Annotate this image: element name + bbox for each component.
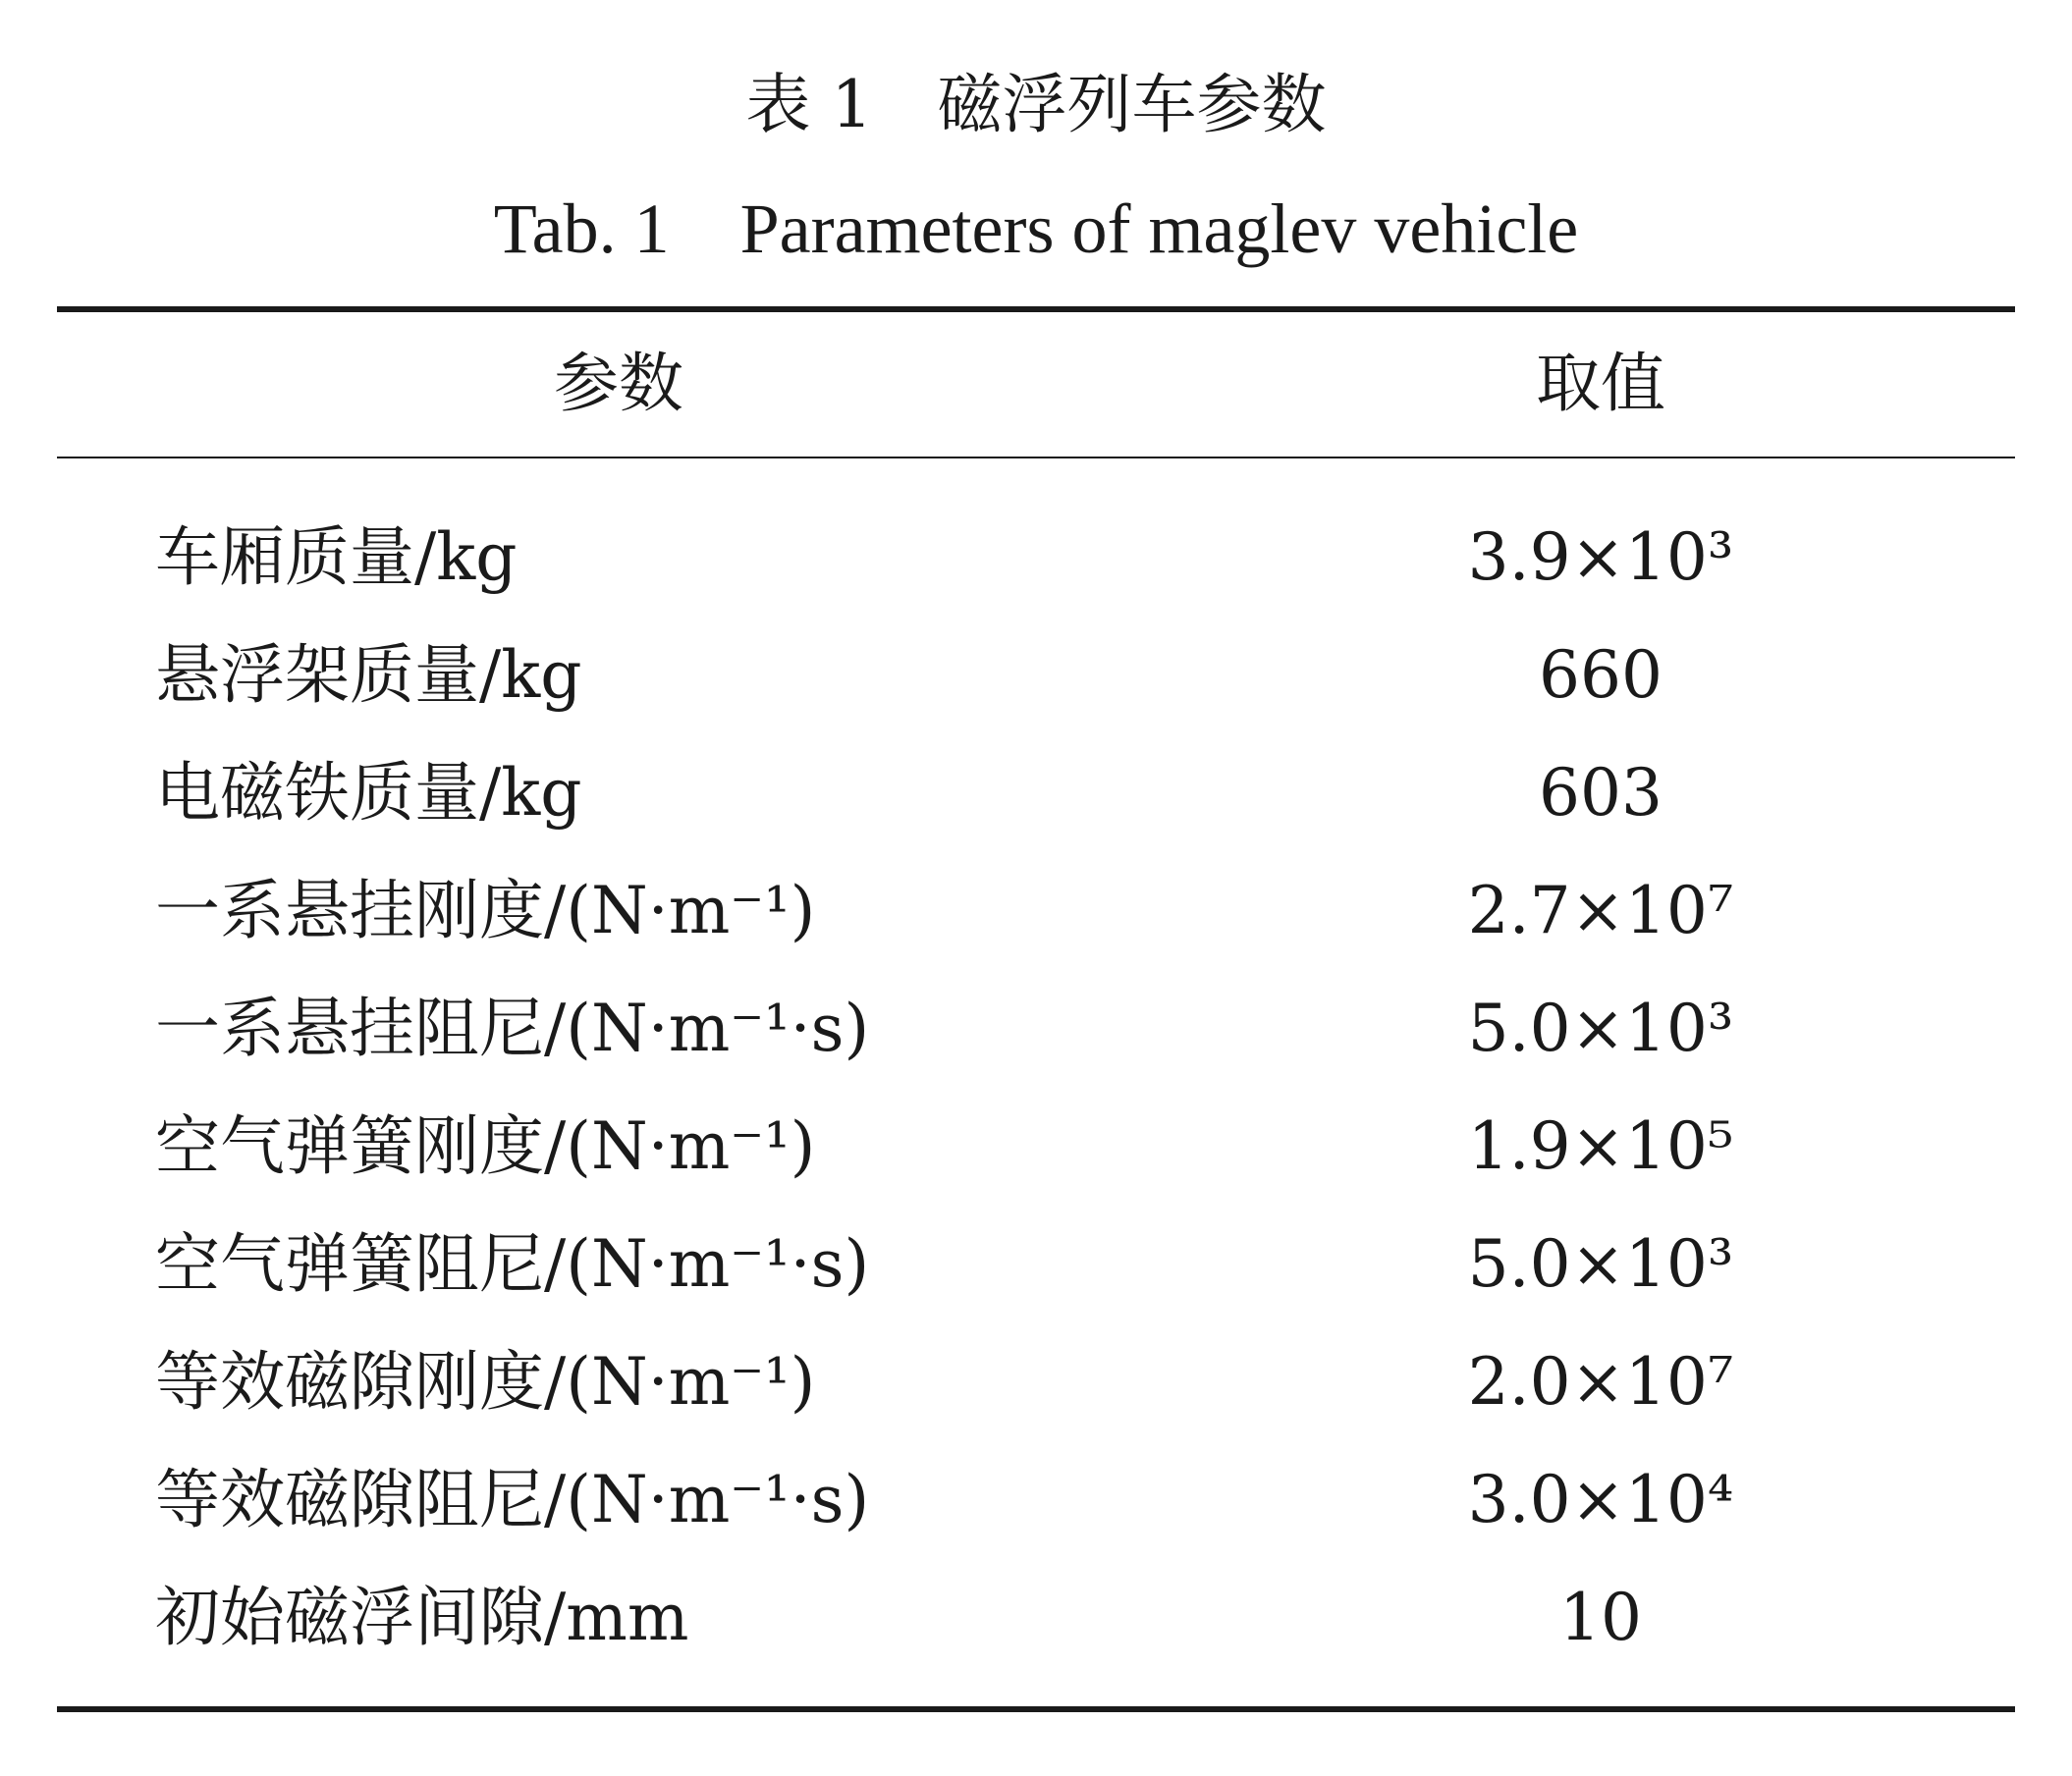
- value-cell: 10: [1559, 1580, 1642, 1655]
- value-cell: 660: [1539, 637, 1663, 713]
- table-row: [0, 1088, 2072, 1206]
- value-cell: 5.0×10³: [1467, 991, 1734, 1066]
- table-row: [0, 499, 2072, 617]
- table-row: [0, 970, 2072, 1088]
- table-row: [0, 1323, 2072, 1441]
- parameter-cell: 一系悬挂刚度/(N·m⁻¹): [155, 873, 816, 948]
- header-rule: [57, 457, 2015, 458]
- column-header-value: 取值: [1536, 346, 1665, 421]
- table-caption-cn: 表 1 磁浮列车参数: [745, 67, 1327, 142]
- table-row: [0, 617, 2072, 734]
- value-cell: 2.0×10⁷: [1467, 1344, 1734, 1420]
- table-row: [0, 734, 2072, 852]
- column-header-parameter: 参数: [554, 346, 683, 421]
- parameter-cell: 悬浮架质量/kg: [155, 637, 582, 713]
- table-row: [0, 1441, 2072, 1559]
- table-row: [0, 1206, 2072, 1323]
- table-caption-en: Tab. 1 Parameters of maglev vehicle: [493, 189, 1579, 268]
- table-row: [0, 852, 2072, 970]
- parameter-cell: 空气弹簧刚度/(N·m⁻¹): [155, 1108, 816, 1184]
- value-cell: 3.0×10⁴: [1467, 1462, 1734, 1537]
- parameter-cell: 电磁铁质量/kg: [155, 755, 582, 831]
- parameter-cell: 初始磁浮间隙/mm: [155, 1580, 689, 1655]
- value-cell: 1.9×10⁵: [1467, 1108, 1734, 1184]
- value-cell: 3.9×10³: [1467, 519, 1734, 595]
- parameter-cell: 等效磁隙阻尼/(N·m⁻¹·s): [155, 1462, 870, 1537]
- value-cell: 2.7×10⁷: [1467, 873, 1734, 948]
- parameter-cell: 空气弹簧阻尼/(N·m⁻¹·s): [155, 1226, 870, 1302]
- parameter-cell: 等效磁隙刚度/(N·m⁻¹): [155, 1344, 816, 1420]
- table-row: [0, 1559, 2072, 1677]
- parameter-cell: 车厢质量/kg: [155, 519, 518, 595]
- top-rule: [57, 306, 2015, 312]
- value-cell: 603: [1539, 755, 1663, 831]
- value-cell: 5.0×10³: [1467, 1226, 1734, 1302]
- bottom-rule: [57, 1706, 2015, 1712]
- parameter-cell: 一系悬挂阻尼/(N·m⁻¹·s): [155, 991, 870, 1066]
